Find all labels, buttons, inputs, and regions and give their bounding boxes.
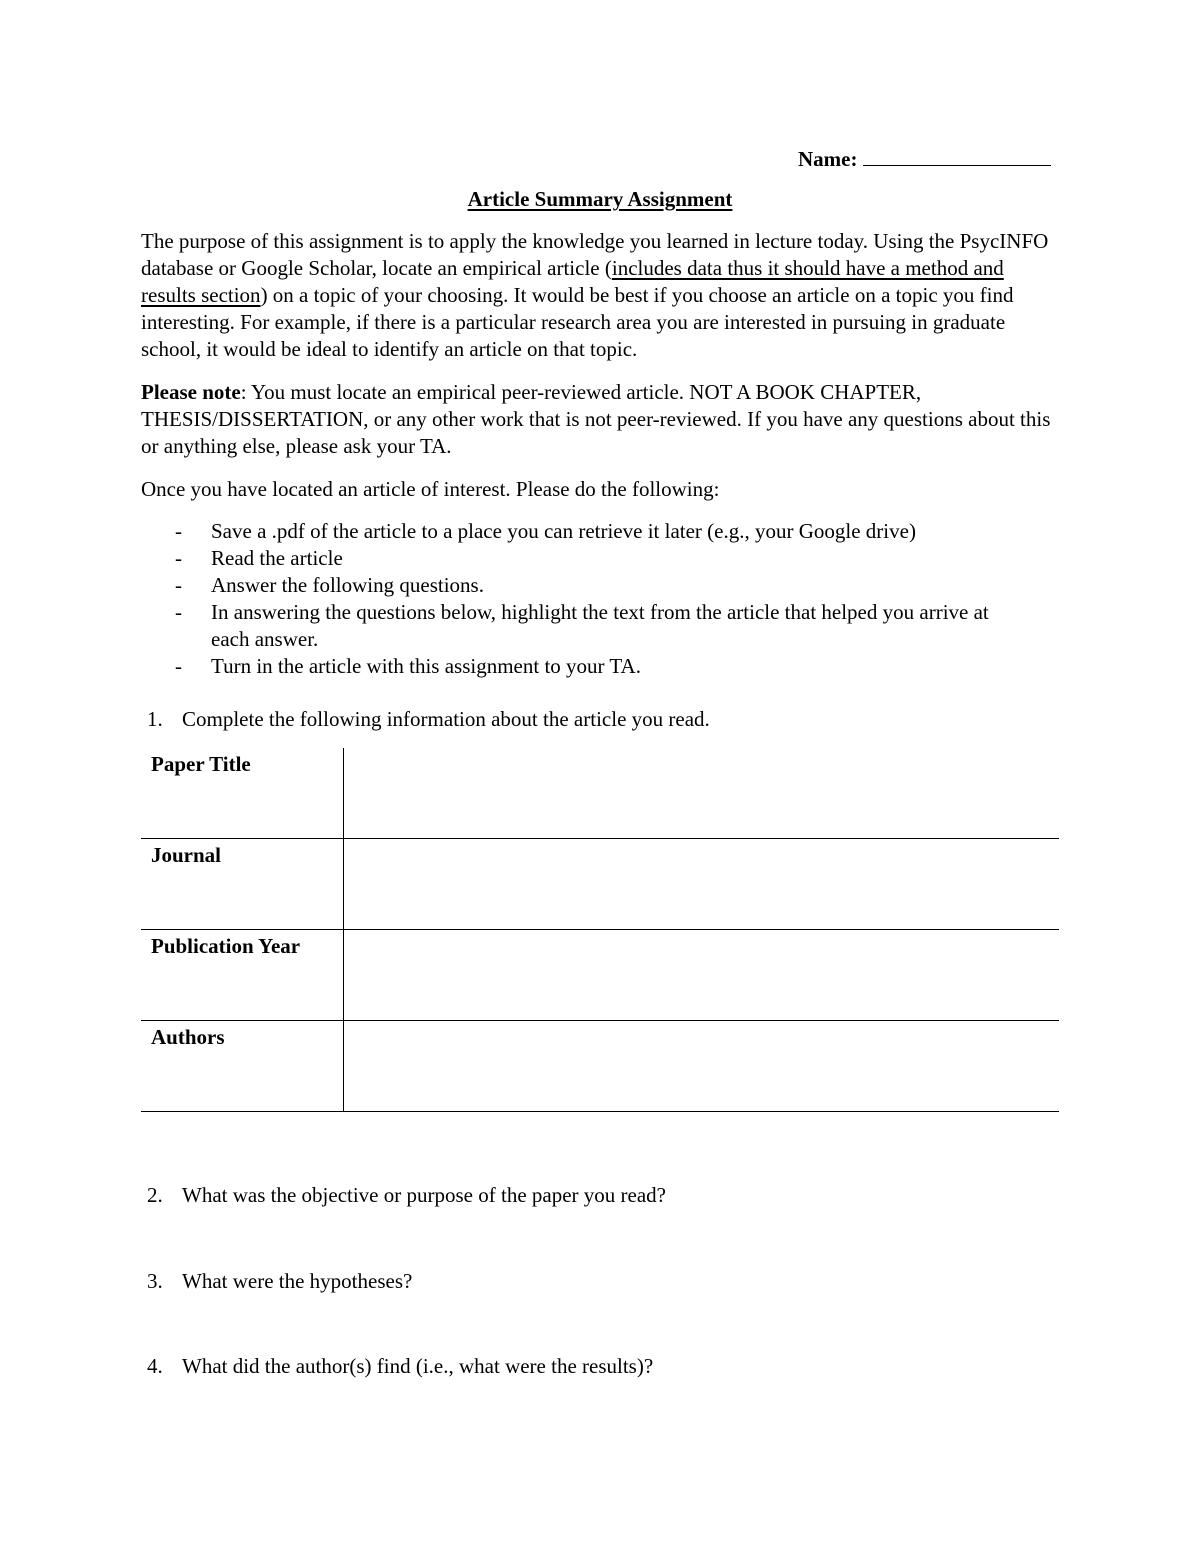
table-label-paper-title: Paper Title xyxy=(141,748,344,839)
table-value-paper-title[interactable] xyxy=(344,748,1060,839)
question-text: Complete the following information about the article you read. xyxy=(182,707,710,731)
list-item xyxy=(141,653,1031,680)
table-row xyxy=(141,748,1059,839)
note-text: : You must locate an empirical peer-reviewed article. NOT A BOOK CHAPTER, THESIS/DISSERTATION, or any other work that is not peer-reviewed. If you have any questions about this or anything else, please ask your TA. xyxy=(141,380,1051,458)
question-4 xyxy=(141,1353,1061,1380)
bullet-dash: - xyxy=(175,600,182,624)
name-blank-line[interactable] xyxy=(863,143,1051,166)
step-text: In answering the questions below, highlight the text from the article that helped you arrive at each answer. xyxy=(211,600,989,651)
question-number: 1. xyxy=(147,707,163,731)
note-label: Please note xyxy=(141,380,241,404)
intro-text-2: ) on a topic of your choosing. It would be best if you choose an article on a topic you find interesting. For example, if there is a particular research area you are interested in pursuing in graduate school, it would be ideal to identify an article on that topic. xyxy=(141,283,1014,361)
question-1 xyxy=(141,706,1061,733)
question-3 xyxy=(141,1268,1061,1295)
table-row xyxy=(141,930,1059,1021)
intro-underlined-text: includes data thus it should have a method and results section xyxy=(141,256,1004,307)
name-field xyxy=(798,143,1051,173)
intro-paragraph xyxy=(141,228,1061,363)
step-text: Save a .pdf of the article to a place you can retrieve it later (e.g., your Google drive) xyxy=(211,519,916,543)
bullet-dash: - xyxy=(175,546,182,570)
table-value-journal[interactable] xyxy=(344,839,1060,930)
bullet-dash: - xyxy=(175,519,182,543)
question-number: 4. xyxy=(147,1354,163,1378)
question-2 xyxy=(141,1182,1061,1209)
note-paragraph xyxy=(141,379,1061,460)
list-item xyxy=(141,518,1031,545)
name-label: Name: xyxy=(798,147,858,171)
instructions-lead: Once you have located an article of interest. Please do the following: xyxy=(141,477,720,501)
table-label-publication-year: Publication Year xyxy=(141,930,344,1021)
table-row xyxy=(141,839,1059,930)
document-title: Article Summary Assignment xyxy=(467,187,733,211)
list-item xyxy=(141,572,1031,599)
table-value-publication-year[interactable] xyxy=(344,930,1060,1021)
steps-list xyxy=(141,518,1061,680)
table-value-authors[interactable] xyxy=(344,1021,1060,1112)
document-body xyxy=(141,228,1061,733)
table-row xyxy=(141,1021,1059,1112)
bullet-dash: - xyxy=(175,573,182,597)
step-text: Read the article xyxy=(211,546,343,570)
step-text: Turn in the article with this assignment to your TA. xyxy=(211,654,641,678)
article-info-table xyxy=(141,748,1059,1112)
question-number: 2. xyxy=(147,1183,163,1207)
question-text: What was the objective or purpose of the paper you read? xyxy=(182,1183,666,1207)
list-item xyxy=(141,599,1031,653)
question-number: 3. xyxy=(147,1269,163,1293)
step-text: Answer the following questions. xyxy=(211,573,484,597)
question-text: What were the hypotheses? xyxy=(182,1269,413,1293)
intro-text-1: The purpose of this assignment is to apply the knowledge you learned in lecture today. Using the PsycINFO database or Google Scholar, locate an empirical article ( xyxy=(141,229,1049,280)
bullet-dash: - xyxy=(175,654,182,678)
table-label-authors: Authors xyxy=(141,1021,344,1112)
list-item xyxy=(141,545,1031,572)
table-label-journal: Journal xyxy=(141,839,344,930)
question-text: What did the author(s) find (i.e., what were the results)? xyxy=(182,1354,654,1378)
